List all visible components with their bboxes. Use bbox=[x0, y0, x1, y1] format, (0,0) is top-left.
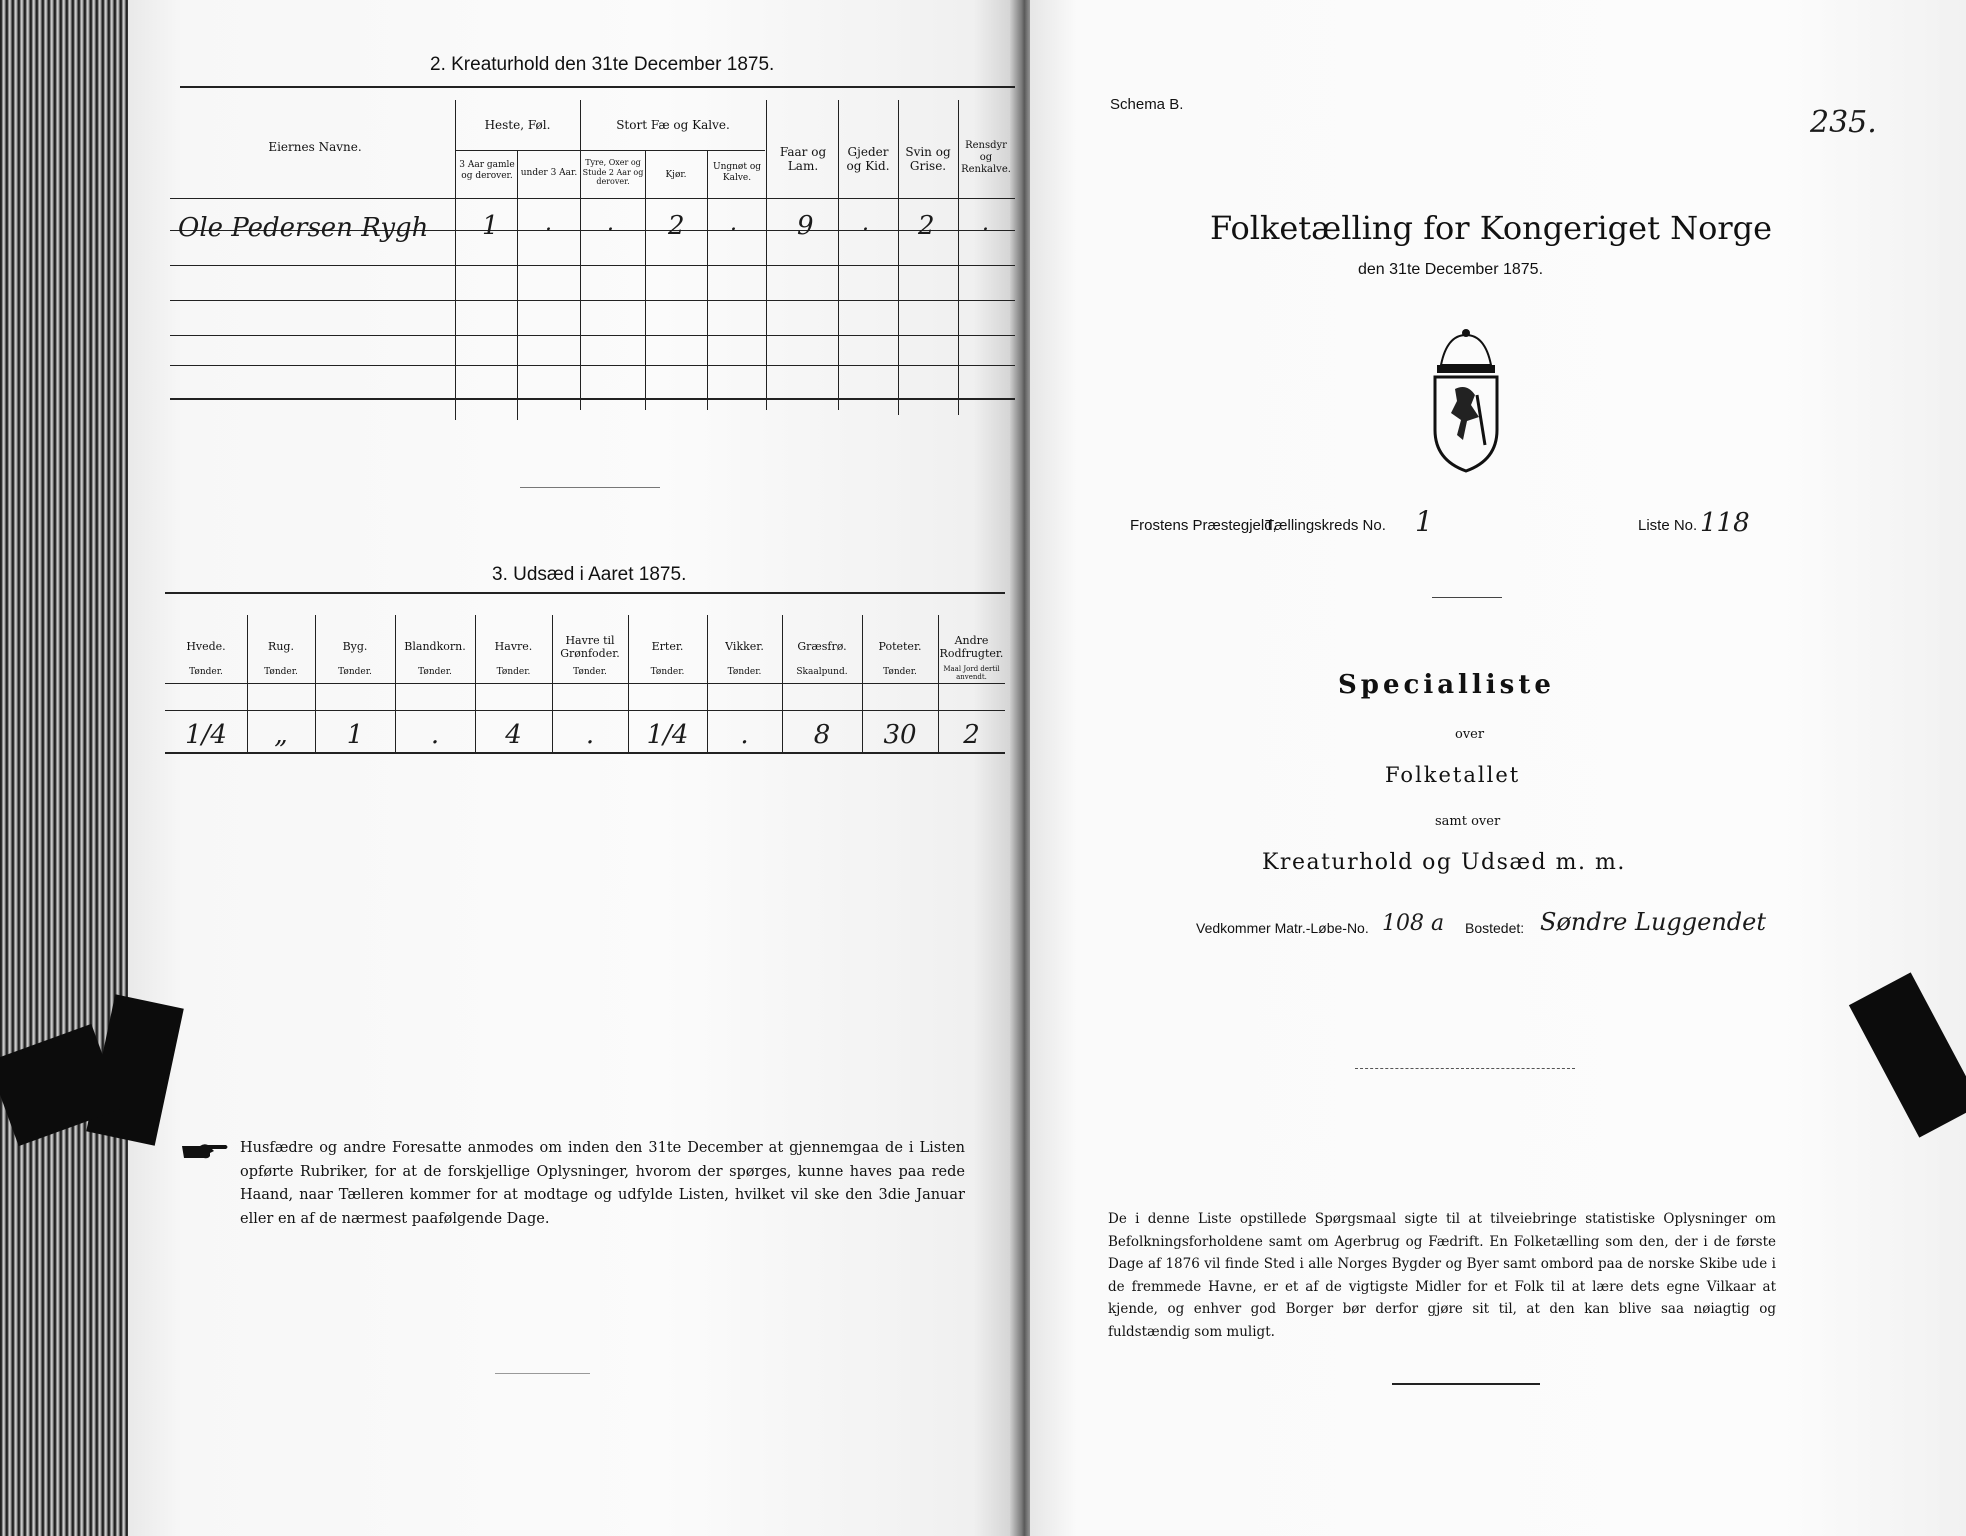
table3-header-unit: Skaalpund. bbox=[796, 667, 848, 677]
value-pigs: 2 bbox=[918, 211, 935, 241]
table2-col-8 bbox=[898, 100, 899, 415]
page-number: 235. bbox=[1810, 105, 1877, 140]
list-label: Liste No. bbox=[1638, 517, 1698, 534]
notice-text: Husfædre og andre Foresatte anmodes om inden den 31te December at gjennemgaa de i Listen opførte Rubriker, for at de forskjellige Oplysninger, hvorom der spørges, kunne haves paa rede Haand, naar Tælleren kommer for at modtage og udfylde Listen, hvilket vil ske den 3die Januar eller en af de nærmest paafølgende Dage. bbox=[240, 1140, 965, 1227]
header-cattle-young: Ungnøt og Kalve. bbox=[712, 162, 761, 183]
table3-header-label: Hvede. bbox=[186, 640, 226, 653]
table2-row-rule-5 bbox=[170, 365, 1015, 366]
folketallet: Folketallet bbox=[1385, 763, 1521, 787]
table3-value: „ bbox=[274, 720, 288, 750]
list-value: 118 bbox=[1700, 508, 1750, 538]
pointing-hand-icon bbox=[180, 1140, 230, 1162]
table2-col-1 bbox=[455, 100, 456, 420]
census-date: den 31te December 1875. bbox=[1358, 261, 1544, 278]
samt-over: samt over bbox=[1435, 814, 1501, 829]
header-cattle: Stort Fæ og Kalve. bbox=[616, 118, 730, 132]
table2-header-rule bbox=[170, 198, 1015, 199]
table3-header-label: Andre Rodfrugter. bbox=[939, 634, 1004, 661]
value-horses-young: . bbox=[545, 211, 552, 236]
main-title: Folketælling for Kongeriget Norge bbox=[1210, 209, 1773, 247]
table3-header-label: Byg. bbox=[342, 640, 368, 653]
table3-header-unit: Tønder. bbox=[650, 667, 685, 677]
table3-header-label: Græsfrø. bbox=[797, 640, 847, 653]
table2-col-3 bbox=[580, 100, 581, 410]
table3-value: 30 bbox=[883, 720, 917, 750]
table3-header-unit: Tønder. bbox=[338, 667, 372, 677]
value-horses-old: 1 bbox=[482, 211, 499, 241]
table3-header-label: Havre til Grønfoder. bbox=[560, 634, 620, 661]
header-cattle-cows: Kjør. bbox=[665, 170, 687, 180]
table2-col-6 bbox=[766, 100, 767, 410]
table2-col-4 bbox=[645, 150, 646, 410]
table3-value: 1/4 bbox=[185, 720, 227, 750]
matr-value: 108 a bbox=[1382, 911, 1445, 936]
table2-col-5 bbox=[707, 150, 708, 410]
header-horses-young: under 3 Aar. bbox=[520, 168, 578, 178]
header-reindeer: Rensdyr og Renkalve. bbox=[961, 140, 1011, 175]
header-owner: Eiernes Navne. bbox=[268, 140, 362, 154]
table2-bottom-rule bbox=[170, 398, 1015, 400]
left-page-footer-rule bbox=[495, 1373, 590, 1374]
table3-header-unit: Maal Jord dertil anvendt. bbox=[943, 665, 1000, 682]
right-rule-1 bbox=[1432, 597, 1502, 598]
header-pigs: Svin og Grise. bbox=[905, 145, 951, 174]
table2-row-rule-2 bbox=[170, 265, 1015, 266]
table3-value: 2 bbox=[963, 720, 980, 750]
owner-name: Ole Pedersen Rygh bbox=[178, 213, 429, 243]
table2-col-2 bbox=[517, 150, 518, 420]
table3-header-label: Rug. bbox=[268, 640, 294, 653]
right-rule-2 bbox=[1355, 1068, 1575, 1069]
table2-col-7 bbox=[838, 100, 839, 410]
table3-header-label: Havre. bbox=[494, 640, 533, 653]
bosted-label: Bostedet: bbox=[1465, 920, 1525, 936]
table3-header-label: Erter. bbox=[651, 640, 684, 653]
header-horses-old: 3 Aar gamle og derover. bbox=[459, 160, 515, 181]
table2-cattle-subrule bbox=[580, 150, 765, 151]
table3-header-unit: Tønder. bbox=[727, 667, 762, 677]
kreaturhold-title: Kreaturhold og Udsæd m. m. bbox=[1262, 850, 1626, 875]
table3-header-unit: Tønder. bbox=[189, 667, 223, 677]
table2-row-rule-3 bbox=[170, 300, 1015, 301]
value-cattle-cows: 2 bbox=[668, 211, 685, 241]
value-sheep: 9 bbox=[797, 211, 814, 241]
value-goats: . bbox=[862, 211, 869, 236]
special-title: Specialliste bbox=[1338, 670, 1555, 700]
table2-row-rule-4 bbox=[170, 335, 1015, 336]
table2-col-9 bbox=[958, 100, 959, 415]
table3-header-label: Blandkorn. bbox=[404, 640, 466, 653]
table3-header-unit: Tønder. bbox=[573, 667, 607, 677]
value-cattle-young: . bbox=[730, 211, 737, 236]
table3-header-label: Vikker. bbox=[725, 640, 764, 653]
table3-header-unit: Tønder. bbox=[264, 667, 298, 677]
header-horses: Heste, Føl. bbox=[484, 118, 551, 132]
book-page-edges bbox=[0, 0, 135, 1536]
table3-value: 1 bbox=[346, 720, 364, 750]
table3-value: . bbox=[585, 720, 595, 750]
table3-value: 8 bbox=[813, 720, 831, 750]
table3-header-unit: Tønder. bbox=[418, 667, 452, 677]
value-reindeer: . bbox=[982, 211, 989, 236]
table3-value: 4 bbox=[505, 720, 522, 750]
table3-value: . bbox=[740, 720, 749, 750]
header-goats: Gjeder og Kid. bbox=[846, 145, 890, 174]
section2-title: 2. Kreaturhold den 31te December 1875. bbox=[430, 54, 775, 75]
right-rule-3 bbox=[1392, 1383, 1540, 1385]
bottom-paragraph: De i denne Liste opstillede Spørgsmaal sigte til at tilveiebringe statistiske Oplysninger om Befolkningsforholdene samt om Agerbrug og Fædrift. En Folketælling som den, der i de første Dage af 1876 vil finde Sted i alle Norges Bygder og Byer samt ombord paa de norske Skibe ude i de fremmede Havne, er et af de vigtigste Midler for et Folk til at lære dets egne Vilkaar at kjende, og enhver god Borger bør derfor gjøre sit til, at den kan blive saa nøiagtig og fuldstændig som muligt. bbox=[1108, 1211, 1776, 1340]
section3-title: 3. Udsæd i Aaret 1875. bbox=[492, 564, 687, 585]
value-cattle-bulls: . bbox=[607, 211, 614, 236]
table3-header-label: Poteter. bbox=[878, 640, 922, 653]
section-divider bbox=[520, 487, 660, 488]
table2-top-rule bbox=[180, 86, 1015, 88]
over-text-1: over bbox=[1455, 727, 1485, 742]
table3-value: 1/4 bbox=[646, 720, 689, 750]
header-sheep: Faar og Lam. bbox=[779, 145, 827, 174]
header-cattle-bulls: Tyre, Oxer og Stude 2 Aar og derover. bbox=[582, 158, 644, 187]
schema-label: Schema B. bbox=[1110, 96, 1184, 113]
matr-label: Vedkommer Matr.-Løbe-No. bbox=[1196, 920, 1369, 936]
parish-label: Frostens Præstegjeld, bbox=[1130, 517, 1277, 534]
table3-bottom-rule bbox=[165, 752, 1005, 754]
bosted-value: Søndre Luggendet bbox=[1540, 908, 1767, 936]
table3-row-rule bbox=[165, 710, 1005, 711]
table3-top-rule bbox=[165, 592, 1005, 594]
table3-value: . bbox=[430, 720, 440, 750]
district-value: 1 bbox=[1415, 505, 1433, 538]
district-label: Tællingskreds No. bbox=[1265, 517, 1386, 534]
table3-header-unit: Tønder. bbox=[496, 667, 531, 677]
coat-of-arms-icon bbox=[1427, 325, 1505, 475]
table3-header-rule bbox=[165, 683, 1005, 684]
table3-header-unit: Tønder. bbox=[883, 667, 917, 677]
